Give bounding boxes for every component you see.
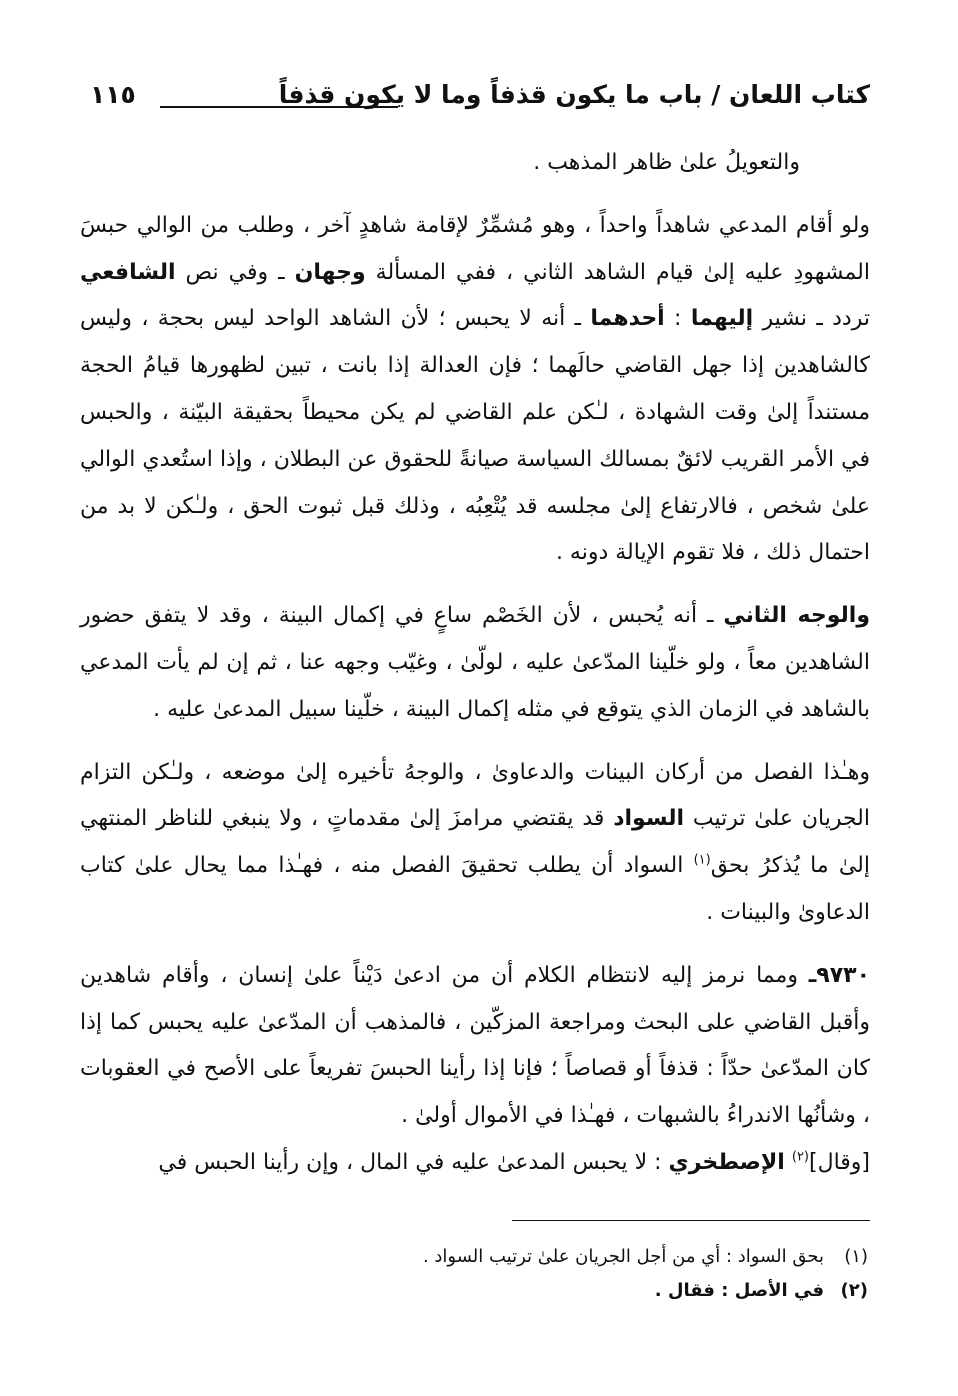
text-run: ـ وفي نص [175,259,295,285]
chapter-title: كتاب اللعان / باب ما يكون قذفاً وما لا يكون قذفاً [278,80,870,109]
bold-term: وجهان [294,259,366,285]
running-header [90,80,870,124]
text-run: والتعويلُ علىٰ ظاهر المذهب . [533,150,800,175]
text-run: : لا يحبس المدعىٰ عليه في المال ، وإن رأينا الحبس في [158,1149,669,1175]
footnote [90,1240,868,1274]
paragraph [80,750,870,937]
header-rule [160,106,398,108]
bold-term: السواد [613,806,685,832]
footnote-marker[interactable]: (١) [693,852,711,868]
text-run: قد يقتضي مرامزَ إلىٰ مقدماتٍ ، ولا ينبغي للناظر المنتهي إلىٰ ما يُذكرُ بحق [80,806,871,879]
text-run: ومما نرمز إليه لانتظام الكلام أن من ادعىٰ دَيْناً علىٰ إنسان ، وأقام شاهدين وأقبل القاضي على البحث ومراجعة المزكّين ، فالمذهب أن المدّعىٰ عليه يحبس كما إذا كان المدّعىٰ حدّاً : قذفاً أو قصاصاً ؛ فإنا إذا رأينا الحبسَ تفريعاً على الأصح في العقوبات ، وشأنُها الاندراءُ بالشبهات ، فهـٰذا في الأموال أولىٰ . [80,962,870,1129]
paragraph [80,593,870,733]
text-run: ـ أنه يُحبس ، لأن الخَصْم ساعٍ في إكمال البينة ، وقد لا يتفق حضور الشاهدين معاً ، ولو خلّينا المدّعىٰ عليه ، لولّىٰ ، وغيّب وجهه عنا ، ثم إن لم يأت المدعي بالشاهد في الزمان الذي يتوقع في مثله إكمال البينة ، خلّينا سبيل المدعىٰ عليه . [80,603,870,722]
bold-term: والوجه الثاني [723,603,870,629]
paragraph [80,140,870,187]
text-run: : [664,306,691,332]
footnote-rule [512,1220,870,1221]
footnote [90,1274,868,1308]
text-run: وهـٰذا الفصل من أركان البينات والدعاوىٰ ، والوجهُ تأخيره إلىٰ موضعه ، ولـٰكن التزام الجريان علىٰ ترتيب [80,759,870,832]
bold-term: الشافعي [80,259,176,285]
footnote-number: (٢) [840,1280,868,1301]
paragraph [80,953,870,1140]
bold-term: الإصطخري [668,1149,785,1175]
paragraph [80,203,870,577]
footnote-text: بحق السواد : أي من أجل الجريان علىٰ ترتيب السواد . [422,1246,824,1267]
bold-term: أحدهما [590,306,665,332]
text-run: السواد أن يطلب تحقيقَ الفصل منه ، فهـٰذا مما يحال علىٰ كتاب الدعاوىٰ والبينات . [80,853,870,925]
text-run: تردد ـ نشير [753,306,870,332]
main-text [80,140,870,1187]
footnote-marker[interactable]: (٢) [791,1149,809,1165]
bold-term: إليهما [690,306,754,332]
footnote-text: في الأصل : فقال . [654,1280,824,1301]
text-run: ـ أنه لا يحبس ؛ لأن الشاهد الواحد ليس بحجة ، وليس كالشاهدين إذا جهل القاضي حالَهما ؛ فإن العدالة إذا بانت ، تبين لظهورها قيامُ الحجة مستنداً إلىٰ وقت الشهادة ، لـٰكن علم القاضي لم يكن محيطاً بحقيقة البيّنة ، والحبس في الأمر القريب لائقٌ بمسالك السياسة صيانةً للحقوق عن البطلان ، وإذا استُعدي الوالي علىٰ شخص ، فالارتفاع إلىٰ مجلسه قد يُتْعِبُه ، وذلك قبل ثبوت الحق ، ولـٰكن لا بد من احتمال ذلك ، فلا تقوم الإيالة دونه . [80,306,870,566]
paragraph [80,1140,870,1187]
section-number: ٩٧٣٠ـ [808,962,870,988]
text-run: [وقال] [809,1149,870,1175]
text-run: ولو أقام المدعي شاهداً واحداً ، وهو مُشمِّرٌ لإقامة شاهدٍ آخر ، وطلب من الوالي حبسَ المشهودِ عليه إلىٰ قيام الشاهد الثاني ، ففي المسألة [80,212,870,285]
footnotes [90,1240,868,1308]
text-run [785,1150,792,1175]
footnote-number: (١) [844,1246,868,1267]
page-number: ١١٥ [90,80,136,109]
